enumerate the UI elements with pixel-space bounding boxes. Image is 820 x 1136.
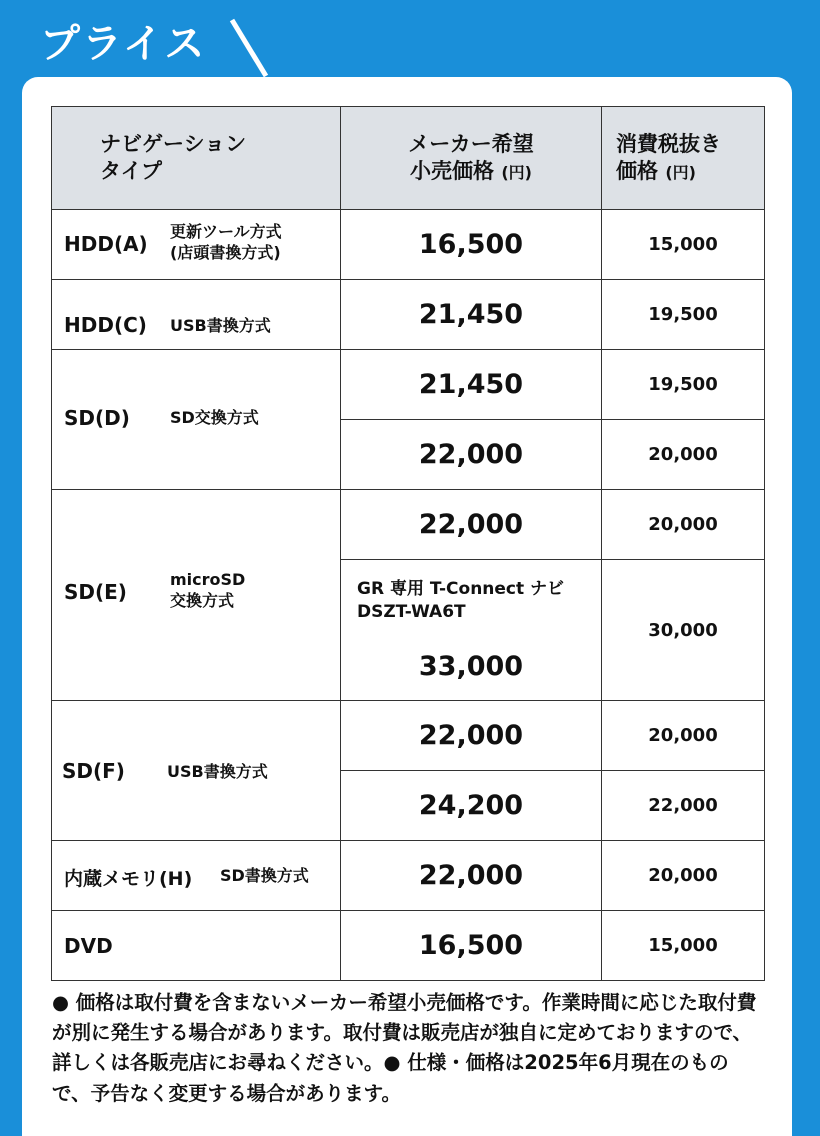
retail-price-cell: 16,500	[341, 911, 602, 981]
type-method: 更新ツール方式 (店頭書換方式)	[170, 222, 282, 262]
tax-excluded-cell: 15,000	[602, 210, 765, 280]
page-title: プライス	[40, 21, 207, 67]
table-row	[52, 280, 765, 350]
tax-excluded-cell: 15,000	[602, 911, 765, 981]
gr-t-connect-cell	[341, 560, 602, 701]
retail-price-cell: 22,000	[341, 841, 602, 911]
type-cell-sd-e	[52, 490, 341, 701]
header-tax-excluded-price: 消費税抜き 価格 (円)	[602, 107, 765, 210]
tax-excluded-cell: 20,000	[602, 841, 765, 911]
title-slash-decoration	[228, 18, 270, 80]
tax-excluded-cell: 20,000	[602, 701, 765, 771]
table-row	[52, 210, 765, 280]
price-table	[51, 106, 765, 981]
type-name: SD(D)	[64, 406, 130, 430]
tax-excluded-cell: 20,000	[602, 420, 765, 490]
retail-price-cell: 21,450	[341, 350, 602, 420]
retail-price-cell: 22,000	[341, 420, 602, 490]
retail-price-cell: 22,000	[341, 490, 602, 560]
type-name: HDD(A)	[64, 232, 148, 256]
type-cell-dvd	[52, 911, 341, 981]
type-cell-hdd-a	[52, 210, 341, 280]
type-name: HDD(C)	[64, 313, 147, 337]
type-cell-hdd-c	[52, 280, 341, 350]
table-header-row	[52, 107, 765, 210]
type-cell-internal-memory-h	[52, 841, 341, 911]
retail-price-cell: 33,000	[418, 651, 524, 682]
retail-price-cell: 21,450	[341, 280, 602, 350]
retail-price-cell: 22,000	[341, 701, 602, 771]
type-method: microSD 交換方式	[170, 570, 246, 610]
table-row	[52, 701, 765, 771]
tax-excluded-cell: 19,500	[602, 280, 765, 350]
tax-excluded-cell: 19,500	[602, 350, 765, 420]
table-row	[52, 350, 765, 420]
type-name: 内蔵メモリ(H)	[64, 868, 193, 890]
type-method: USB書換方式	[167, 762, 268, 781]
table-row	[52, 911, 765, 981]
gr-model-label: GR 専用 T-Connect ナビ DSZT-WA6T	[357, 579, 565, 622]
type-method: SD交換方式	[170, 408, 259, 427]
retail-price-cell: 24,200	[341, 771, 602, 841]
type-cell-sd-f	[52, 701, 341, 841]
type-name: SD(E)	[64, 580, 127, 604]
header-retail-price: メーカー希望 小売価格 (円)	[341, 107, 602, 210]
header-navigation-type: ナビゲーション タイプ	[52, 107, 341, 210]
type-name: DVD	[64, 934, 113, 958]
type-cell-sd-d	[52, 350, 341, 490]
table-row	[52, 841, 765, 911]
type-method: SD書換方式	[220, 866, 309, 885]
table-row	[52, 490, 765, 560]
type-method: USB書換方式	[170, 316, 271, 335]
type-name: SD(F)	[62, 759, 125, 783]
retail-price-cell: 16,500	[341, 210, 602, 280]
price-note: ● 価格は取付費を含まないメーカー希望小売価格です。作業時間に応じた取付費が別に発生する場合があります。取付費は販売店が独自に定めておりますので、詳しくは各販売店にお尋ねください。● 仕様・価格は2025年6月現在のもので、予告なく変更する場合があります。	[52, 991, 757, 1105]
tax-excluded-cell: 30,000	[602, 560, 765, 701]
tax-excluded-cell: 22,000	[602, 771, 765, 841]
tax-excluded-cell: 20,000	[602, 490, 765, 560]
